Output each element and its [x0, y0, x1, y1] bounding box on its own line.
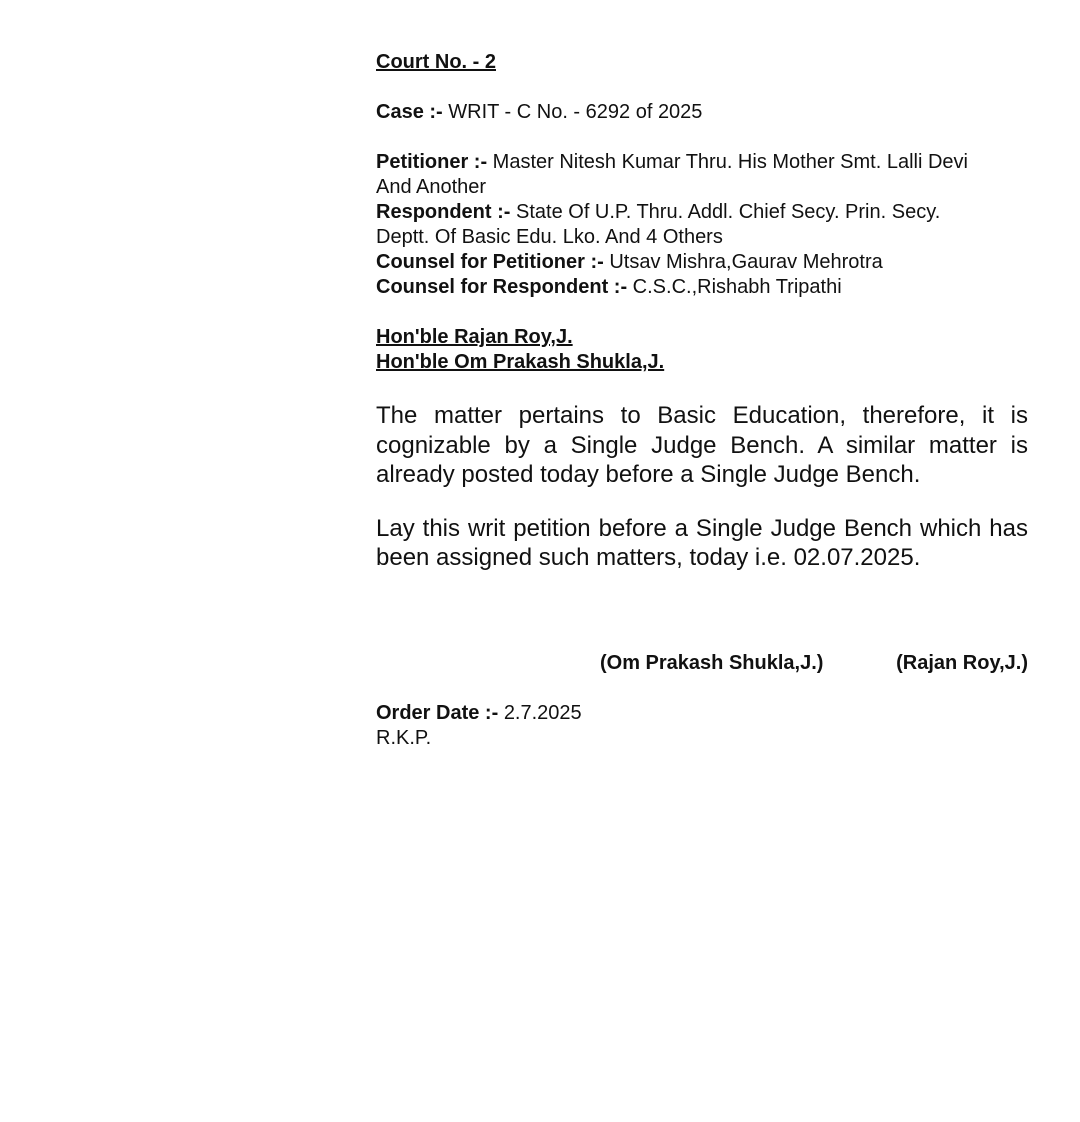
order-document: [376, 50, 1028, 573]
clerk-initials: R.K.P.: [376, 727, 432, 749]
order-paragraph: The matter pertains to Basic Education, therefore, it is cognizable by a Single Judge Bench. A similar matter is already posted today before a Single Judge Bench.: [376, 402, 1028, 488]
bench-judges: [376, 325, 1028, 375]
judge-name: Hon'ble Rajan Roy,J.: [376, 326, 573, 348]
petitioner-name: Master Nitesh Kumar Thru. His Mother Smt. Lalli Devi: [492, 151, 968, 173]
case-number: WRIT - C No. - 6292 of 2025: [448, 101, 703, 123]
case-line: [376, 100, 1028, 125]
signature-block: [376, 651, 1028, 676]
parties-block: [376, 150, 1028, 300]
respondent-line: [376, 200, 1028, 225]
order-date-value: 2.7.2025: [503, 702, 582, 724]
petitioner-name-continued: And Another: [376, 176, 487, 198]
judge-signature: (Rajan Roy,J.): [896, 652, 1028, 674]
counsel-petitioner-names: Utsav Mishra,Gaurav Mehrotra: [609, 251, 883, 273]
respondent-label: Respondent :-: [376, 201, 516, 223]
judge-name: Hon'ble Om Prakash Shukla,J.: [376, 351, 665, 373]
respondent-name-continued: Deptt. Of Basic Edu. Lko. And 4 Others: [376, 226, 723, 248]
order-paragraph: Lay this writ petition before a Single Judge Bench which has been assigned such matters, today i.e. 02.07.2025.: [376, 514, 1028, 571]
case-label: Case :-: [376, 101, 449, 123]
counsel-petitioner-line: [376, 250, 1028, 275]
counsel-petitioner-label: Counsel for Petitioner :-: [376, 251, 610, 273]
counsel-respondent-label: Counsel for Respondent :-: [376, 276, 633, 298]
petitioner-line: [376, 150, 1028, 175]
order-date-label: Order Date :-: [376, 702, 504, 724]
order-date-line: [376, 701, 1028, 726]
counsel-respondent-line: [376, 275, 1028, 300]
counsel-respondent-names: C.S.C.,Rishabh Tripathi: [632, 276, 842, 298]
court-number: Court No. - 2: [376, 51, 496, 73]
order-footer: [376, 701, 1028, 751]
petitioner-label: Petitioner :-: [376, 151, 493, 173]
respondent-name: State Of U.P. Thru. Addl. Chief Secy. Prin. Secy.: [516, 201, 941, 223]
judge-signature: (Om Prakash Shukla,J.): [600, 652, 824, 674]
